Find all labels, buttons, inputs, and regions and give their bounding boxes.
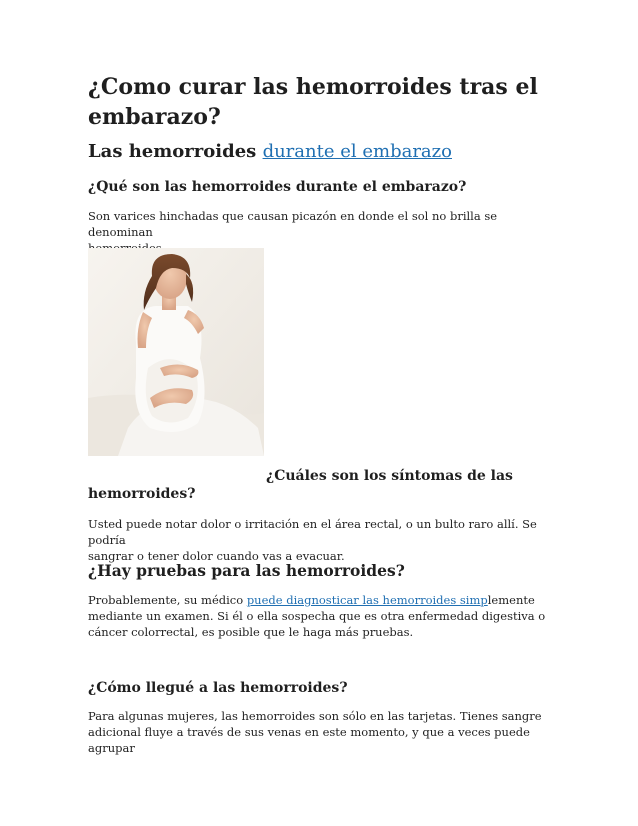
paragraph-text: Probablemente, su médico <box>88 593 247 607</box>
paragraph-line: mediante un examen. Si él o ella sospecha que es otra enfermedad digestiva o <box>88 609 546 623</box>
embarazo-link[interactable]: durante el embarazo <box>262 141 452 162</box>
paragraph-tests <box>88 592 568 640</box>
question-symptoms-part2: hemorroides? <box>88 486 196 502</box>
page-title-line1: ¿Como curar las hemorroides tras el <box>88 74 538 100</box>
paragraph-text: lemente <box>487 593 535 607</box>
paragraph-line <box>88 592 568 608</box>
question-how-got: ¿Cómo llegué a las hemorroides? <box>88 680 348 696</box>
section-heading-text: Las hemorroides <box>88 141 263 162</box>
paragraph-causes <box>88 708 568 756</box>
paragraph-line: Son varices hinchadas que causan picazón en donde el sol no brilla se denominan <box>88 209 498 239</box>
question-what-are: ¿Qué son las hemorroides durante el embarazo? <box>88 179 467 195</box>
paragraph-line: Usted puede notar dolor o irritación en el área rectal, o un bulto raro allí. Se podría <box>88 517 537 547</box>
paragraph-line: cáncer colorrectal, es posible que le haga más pruebas. <box>88 625 414 639</box>
section-heading <box>88 140 452 164</box>
paragraph-line: adicional fluye a través de sus venas en este momento, y que a veces puede agrupar <box>88 725 530 755</box>
page-title <box>88 72 558 132</box>
paragraph-symptoms <box>88 516 568 564</box>
paragraph-line: Para algunas mujeres, las hemorroides son sólo en las tarjetas. Tienes sangre <box>88 709 542 723</box>
question-symptoms-part1: ¿Cuáles son los síntomas de las <box>266 468 513 484</box>
diagnosticar-link[interactable]: puede diagnosticar las hemorroides simp <box>246 593 488 607</box>
page-title-line2: embarazo? <box>88 104 221 130</box>
question-tests: ¿Hay pruebas para las hemorroides? <box>88 561 405 580</box>
pregnant-woman-photo <box>88 248 264 456</box>
paragraph-line: sangrar o tener dolor cuando vas a evacuar. <box>88 549 345 563</box>
pregnant-woman-illustration <box>88 248 264 456</box>
